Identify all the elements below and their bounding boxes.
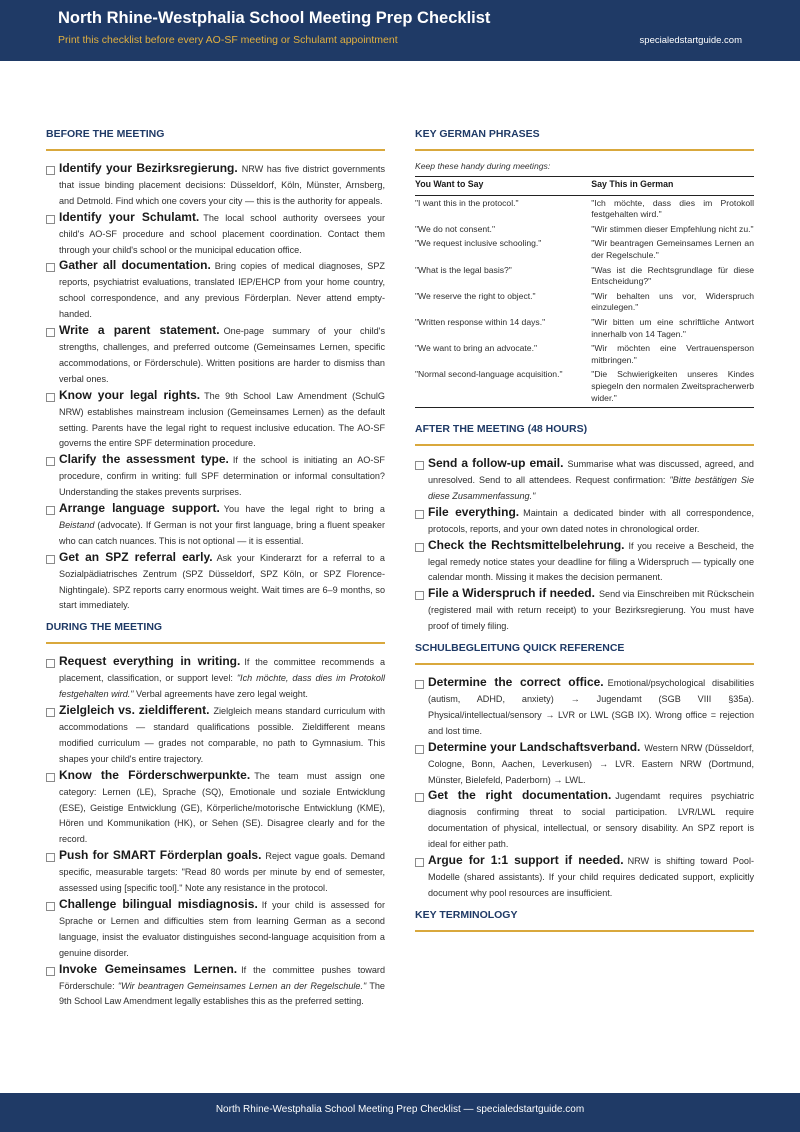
phrase-row: [415, 236, 754, 262]
checklist-item-text: Emotional/psychological disabilities (autism, ADHD, anxiety) → Jugendamt (SGB VIII §35a). Physical/intellectual/sensory → LVR or LWL (SGB IX). Wrong office = rejection and lost time.: [428, 678, 754, 736]
checklist-item-text: The 9th School Law Amendment (SchulG NRW) establishes mainstream inclusion (Gemeinsames Lernen) as the default setting. Parents have the legal right to request inclusive education. The AO-SF governs the entire SPF determination procedure.: [59, 390, 385, 449]
checklist-item-text: The local school authority oversees your child's AO-SF procedure and school placement coordination. Contact them through your child's school or the municipal education office.: [59, 212, 386, 255]
phrase-row: [415, 222, 754, 237]
checklist-item-text: You have the legal right to bring a: [223, 504, 385, 515]
checklist-item-heading: Invoke Gemeinsames Lernen.: [59, 961, 238, 976]
checklist-item-heading: Arrange language support.: [59, 501, 220, 516]
checklist-item: [46, 550, 385, 615]
left-column: [46, 128, 385, 1010]
checklist-item: [46, 897, 385, 962]
header-site-link[interactable]: specialedstartguide.com: [639, 35, 742, 46]
checkbox[interactable]: [415, 543, 424, 552]
checkbox[interactable]: [46, 967, 55, 976]
checklist-item-text-after: Verbal agreements have zero legal weight.: [133, 689, 308, 700]
checklist-item-text: One-page summary of your child's strengths, challenges, and preferred outcome (Gemeinsames Lernen, specific accommodations, or Förderschule). Written positions are harder to dismiss than verbal ones.: [59, 326, 386, 384]
section-title-during: DURING THE MEETING: [46, 621, 385, 644]
checklist-item-text: If you receive a Bescheid, the legal remedy notice states your deadline for filing a Widerspruch — typically one calendar month. Missing it makes the decision permanent.: [428, 540, 754, 583]
phrase-row: [415, 263, 754, 289]
phrase-english: "We want to bring an advocate.": [415, 343, 538, 354]
checklist-item-text: Western NRW (Düsseldorf, Cologne, Bonn, Aachen, Leverkusen) → LVR. Eastern NRW (Dortmund, Münster, Bielefeld, Paderborn) → LWL.: [428, 742, 754, 785]
checkbox[interactable]: [415, 793, 424, 802]
during-checklist: [46, 654, 385, 1010]
phrase-english: "We reserve the right to object.": [415, 290, 536, 301]
checklist-item-text: Maintain a dedicated binder with all correspondence, protocols, reports, and your own dated notes in chronological order.: [428, 507, 754, 534]
phrase-german: "Die Schwierigkeiten unseres Kindes spiegeln den normalen Zweitspracherwerb wider.": [591, 367, 754, 407]
checklist-item-heading: File everything.: [428, 504, 520, 519]
checkbox[interactable]: [415, 745, 424, 754]
checklist-item-text: Send via Einschreiben mit Rückschein (registered mail with return receipt) to your Bezirksregierung. You must have proof of timely filing.: [428, 589, 755, 632]
checkbox[interactable]: [415, 680, 424, 689]
checklist-item-text: If the school is initiating an AO-SF procedure, confirm in writing: full SPF determination or informal consultation? Understanding the stakes prevents surprises.: [59, 455, 385, 498]
checklist-item-heading: Check the Rechtsmittelbelehrung.: [428, 537, 625, 552]
checklist-item: [415, 538, 754, 587]
checklist-item: [46, 161, 385, 210]
checkbox[interactable]: [46, 393, 55, 402]
checklist-item: [415, 853, 754, 902]
checklist-item-text: Summarise what was discussed, agreed, and unresolved. Send to all attendees. Request confirmation:: [428, 459, 754, 485]
section-title-terminology: KEY TERMINOLOGY: [415, 909, 754, 932]
phrase-german: "Ich möchte, dass dies im Protokoll festgehalten wird.": [591, 197, 754, 220]
checklist-item: [415, 788, 754, 853]
phrase-row: [415, 341, 754, 367]
checklist-item: [415, 586, 754, 635]
checklist-item: [415, 675, 754, 740]
phrase-row: [415, 367, 754, 407]
phrase-german: "Wir bitten um eine schriftliche Antwort innerhalb von 14 Tagen.": [591, 316, 754, 339]
phrase-german: "Wir stimmen dieser Empfehlung nicht zu.": [591, 223, 754, 234]
checkbox[interactable]: [415, 858, 424, 867]
phrase-german: "Wir beantragen Gemeinsames Lernen an der Regelschule.": [591, 238, 754, 260]
checklist-item-text: Bring copies of medical diagnoses, SPZ reports, psychiatrist evaluations, translated IEP/EHCP from your home country, school correspondence, and any previous Förderplan. Never attend empty-handed.: [59, 261, 385, 320]
phrase-english: "Written response within 14 days.": [415, 316, 546, 327]
checklist-item-heading: Get the right documentation.: [428, 788, 612, 803]
phrases-header-de: Say This in German: [591, 177, 754, 196]
checklist-item-text: Ask your Kinderarzt for a referral to a Sozialpädiatrisches Zentrum (SPZ Düsseldorf, SPZ Köln, or SPZ Florence-Nightingale). SPZ reports carry enormous weight. Wait times are 6–9 months, so start immediately.: [59, 552, 385, 611]
checklist-item: [415, 740, 754, 789]
schulbegleitung-checklist: [415, 675, 754, 902]
page-header: [0, 0, 800, 61]
checklist-item: [46, 323, 385, 388]
checklist-item: [46, 654, 385, 703]
checkbox[interactable]: [415, 510, 424, 519]
checkbox[interactable]: [46, 708, 55, 717]
checklist-item-text: If the committee pushes toward Förderschule:: [59, 964, 385, 991]
section-title-phrases: KEY GERMAN PHRASES: [415, 128, 754, 151]
page-footer: [0, 1093, 800, 1132]
checklist-item: [46, 848, 385, 897]
checklist-item-text: The team must assign one category: Lernen (LE), Sprache (SQ), Emotionale und soziale Entwicklung (ESE), Geistige Entwicklung (GE), Körperliche/motorische Entwicklung (KME), Hören und Kommunikation (HK), or Sehen (SE). Disagree clearly and for the record.: [59, 770, 385, 845]
footer-text: North Rhine-Westphalia School Meeting Prep Checklist — specialedstartguide.com: [215, 1104, 585, 1115]
checklist-item: [46, 258, 385, 323]
checklist-item-text: NRW has five district governments that issue binding placement decisions: Düsseldorf, Köln, Münster, Arnsberg, and Detmold. Find which one covers your city — this is the authority for appeals.: [59, 164, 385, 206]
phrases-note: Keep these handy during meetings:: [415, 161, 551, 171]
checklist-item-quote: "Ich möchte, dass dies im Protokoll festgehalten wird.": [59, 673, 385, 700]
phrase-german: "Was ist die Rechtsgrundlage für diese Entscheidung?": [591, 264, 754, 287]
checklist-item: [46, 962, 385, 1011]
phrase-english: "We do not consent.": [415, 223, 495, 234]
checkbox[interactable]: [46, 506, 55, 515]
section-title-before: BEFORE THE MEETING: [46, 128, 385, 151]
checklist-item-heading: Know your legal rights.: [59, 387, 201, 402]
checklist-item-text: NRW is shifting toward Pool-Modelle (shared assistants). If your child requires dedicated support, explicitly document why pool resources are insufficient.: [428, 856, 754, 898]
checkbox[interactable]: [46, 457, 55, 466]
checklist-item-heading: Determine your Landschaftsverband.: [428, 739, 641, 754]
checklist-item-text-after: The 9th School Law Amendment legally establishes this as the preferred setting.: [59, 980, 385, 1007]
phrase-row: [415, 195, 754, 222]
checkbox[interactable]: [415, 591, 424, 600]
checklist-item-heading: Gather all documentation.: [59, 258, 211, 273]
phrase-row: [415, 315, 754, 341]
checklist-item-heading: Challenge bilingual misdiagnosis.: [59, 896, 258, 911]
phrase-german: "Wir behalten uns vor, Widerspruch einzulegen.": [591, 290, 754, 313]
checklist-item-heading: Zielgleich vs. zieldifferent.: [59, 703, 210, 718]
checkbox[interactable]: [46, 555, 55, 564]
checklist-item-heading: Get an SPZ referral early.: [59, 549, 213, 564]
checklist-item-heading: Write a parent statement.: [59, 323, 220, 338]
right-column: [415, 128, 754, 942]
checklist-item-text: Jugendamt requires psychiatric diagnosis confirming threat to social participation. LVR/LWL require documentation of physical, intellectual, or sensory disability. An SPZ report is ideal for either path.: [428, 791, 755, 850]
checklist-item: [46, 501, 385, 550]
checkbox[interactable]: [46, 263, 55, 272]
checklist-item-heading: Push for SMART Förderplan goals.: [59, 848, 262, 863]
checklist-item-quote: "Wir beantragen Gemeinsames Lernen an der Regelschule.": [117, 980, 367, 991]
checklist-item: [415, 456, 754, 505]
checklist-item-text-after: (advocate). If German is not your first language, bring a fluent speaker who can catch nuances. This is not optional — it is essential.: [59, 519, 385, 546]
checklist-item-heading: Determine the correct office.: [428, 675, 604, 690]
checklist-item-heading: Request everything in writing.: [59, 654, 241, 669]
section-title-after: AFTER THE MEETING (48 HOURS): [415, 423, 754, 446]
checklist-item-heading: Identify your Schulamt.: [59, 209, 200, 224]
checklist-item: [46, 210, 385, 259]
checklist-item: [415, 505, 754, 538]
phrase-row: [415, 289, 754, 315]
checkbox[interactable]: [46, 166, 55, 175]
checklist-item-text: If the committee recommends a placement, classification, or support level:: [59, 657, 385, 684]
checkbox[interactable]: [46, 328, 55, 337]
phrase-english: "I want this in the protocol.": [415, 197, 519, 208]
checklist-item-heading: Argue for 1:1 support if needed.: [428, 853, 624, 868]
checklist-item: [46, 703, 385, 768]
checklist-item-heading: File a Widerspruch if needed.: [428, 586, 595, 601]
checkbox[interactable]: [46, 853, 55, 862]
checkbox[interactable]: [46, 215, 55, 224]
checklist-item-heading: Know the Förderschwerpunkte.: [59, 767, 251, 782]
phrase-english: "Normal second-language acquisition.": [415, 367, 591, 407]
checklist-item-quote: Beistand: [59, 519, 95, 530]
checklist-item-text: Reject vague goals. Demand specific, measurable targets: "Read 80 words per minute by end of semester, assessed using [specific tool]." Note any resistance in the protocol.: [59, 851, 385, 894]
before-checklist: [46, 161, 385, 614]
checklist-item-text: Zielgleich means standard curriculum with accommodations — standard qualifications possible. Zieldifferent means modified curriculum — grades not comparable, no path to Gymnasium. This shapes your child's entire trajectory.: [59, 706, 385, 764]
phrase-german: "Wir möchten eine Vertrauensperson mitbringen.": [591, 343, 754, 365]
section-title-schulbegleitung: SCHULBEGLEITUNG QUICK REFERENCE: [415, 642, 754, 665]
phrases-table: [415, 176, 754, 408]
checkbox[interactable]: [415, 461, 424, 470]
checklist-item: [46, 768, 385, 849]
checkbox[interactable]: [46, 902, 55, 911]
after-checklist: [415, 456, 754, 635]
page-title: North Rhine-Westphalia School Meeting Prep Checklist: [58, 9, 491, 27]
page-subtitle: Print this checklist before every AO-SF meeting or Schulamt appointment: [58, 34, 398, 46]
checklist-item-text: If your child is assessed for Sprache or Lernen and difficulties stem from learning German as a second language, insist the evaluator distinguishes second-language acquisition from a genuine disorder.: [59, 899, 385, 958]
checklist-item: [46, 388, 385, 453]
checklist-item-heading: Identify your Bezirksregierung.: [59, 161, 238, 175]
checkbox[interactable]: [46, 773, 55, 782]
phrases-header-en: You Want to Say: [415, 177, 591, 196]
checklist-item-heading: Send a follow-up email.: [428, 456, 564, 471]
checklist-item: [46, 452, 385, 501]
checklist-item-heading: Clarify the assessment type.: [59, 452, 229, 467]
phrase-english: "What is the legal basis?": [415, 264, 512, 275]
checkbox[interactable]: [46, 659, 55, 668]
checklist-item-quote: "Bitte bestätigen Sie diese Zusammenfassung.": [428, 475, 754, 501]
phrase-english: "We request inclusive schooling.": [415, 238, 542, 249]
